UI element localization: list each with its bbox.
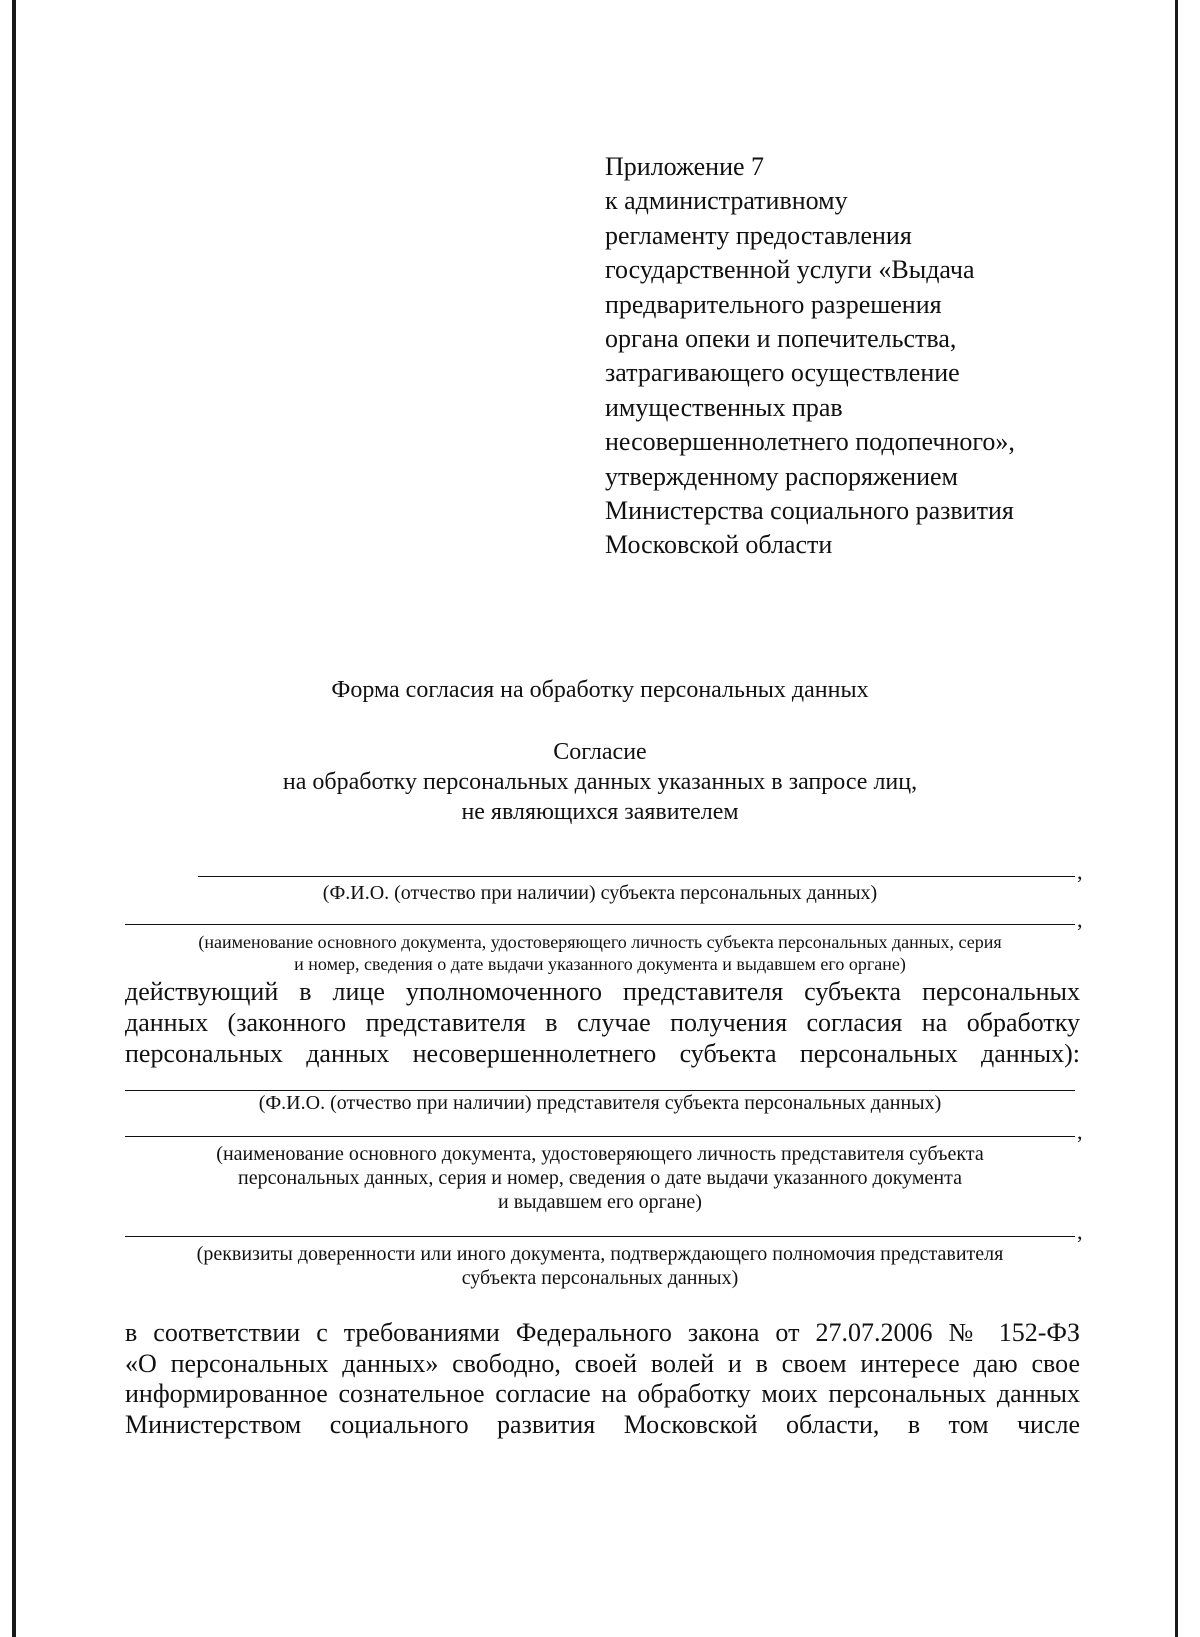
heading-line: на обработку персональных данных указанных в запросе лиц, [282, 769, 918, 795]
appendix-line: несовершеннолетнего подопечного», [605, 427, 1015, 457]
caption-line: персональных данных, серия и номер, сведения о дате выдачи указанного документа [238, 1167, 962, 1189]
appendix-line: Приложение 7 [605, 152, 765, 181]
caption-line: (наименование основного документа, удостоверяющего личность представителя субъекта [216, 1143, 984, 1165]
paragraph-line: «О персональных данных» свободно, своей волей и в своем интересе даю свое [125, 1348, 1080, 1378]
representative-document-caption [120, 1142, 1080, 1214]
field-comma: , [1077, 907, 1083, 932]
paragraph-line: персональных данных несовершеннолетнего субъекта персональных данных): [125, 1039, 1080, 1068]
representative-name-line[interactable] [125, 1090, 1075, 1091]
heading-line: Согласие [553, 739, 647, 765]
appendix-line: Министерства социального развития [605, 496, 1014, 526]
paragraph-line: данных (законного представителя в случае получения согласия на обработку [125, 1008, 1080, 1037]
appendix-line: утвержденному распоряжением [605, 461, 958, 491]
heading-line: не являющихся заявителем [461, 799, 739, 825]
representative-paragraph [125, 976, 1080, 1069]
appendix-line: затрагивающего осуществление [605, 358, 960, 388]
paragraph-line: в соответствии с требованиями Федерального закона от 27.07.2006 № 152-ФЗ [125, 1318, 1080, 1347]
consent-paragraph [125, 1318, 1080, 1440]
caption-line: субъекта персональных данных) [461, 1267, 739, 1289]
appendix-line: имущественных прав [605, 392, 843, 422]
field-comma: , [1077, 859, 1083, 884]
form-title: Форма согласия на обработку персональных данных [331, 677, 869, 703]
proxy-document-caption [120, 1242, 1080, 1290]
caption-line: (реквизиты доверенности или иного документа, подтверждающего полномочия представителя [196, 1243, 1004, 1265]
subject-document-line[interactable] [125, 924, 1075, 925]
consent-heading [0, 737, 1200, 827]
field-comma: , [1077, 1219, 1083, 1244]
appendix-line: органа опеки и попечительства, [605, 324, 957, 354]
proxy-document-line[interactable] [125, 1236, 1075, 1237]
caption-line: и выдавшем его органе) [498, 1191, 702, 1213]
paragraph-line: действующий в лице уполномоченного представителя субъекта персональных [125, 977, 1080, 1006]
field-comma: , [1077, 1119, 1083, 1144]
caption-line: и номер, сведения о дате выдачи указанного документа и выдавшем его органе) [294, 954, 906, 974]
subject-name-line[interactable] [198, 876, 1075, 877]
caption-line: (наименование основного документа, удостоверяющего личность субъекта персональных данных, серия [198, 932, 1002, 952]
appendix-line: предварительного разрешения [605, 289, 942, 319]
paragraph-line: информированное сознательное согласие на обработку моих персональных данных [125, 1379, 1080, 1408]
subject-document-caption [120, 931, 1080, 975]
appendix-line: к административному [605, 186, 848, 216]
appendix-reference [605, 150, 1085, 563]
paragraph-line: Министерством социального развития Московской области, в том числе [125, 1409, 1080, 1439]
subject-name-caption: (Ф.И.О. (отчество при наличии) субъекта персональных данных) [322, 882, 878, 904]
appendix-line: государственной услуги «Выдача [605, 255, 975, 285]
representative-document-line[interactable] [125, 1136, 1075, 1137]
appendix-line: регламенту предоставления [605, 220, 912, 250]
appendix-line: Московской области [605, 530, 833, 560]
representative-name-caption: (Ф.И.О. (отчество при наличии) представителя субъекта персональных данных) [258, 1092, 942, 1114]
